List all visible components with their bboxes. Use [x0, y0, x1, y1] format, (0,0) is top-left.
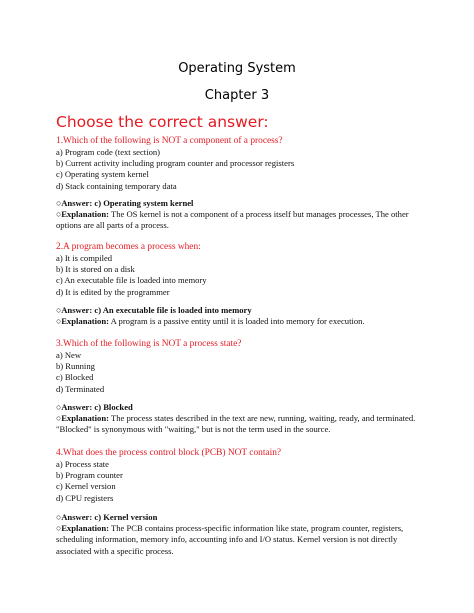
- option-a: a) Process state: [56, 459, 109, 469]
- question-text: 2.A program becomes a process when:: [56, 242, 201, 252]
- explanation-text: The process states described in the text are new, running, waiting, ready, and terminated. "Blocked" is synonymous with "waiting," but is not the term used in the source.: [56, 413, 416, 435]
- answer-marker: ○: [56, 305, 62, 315]
- answer-line: [56, 402, 428, 413]
- answer-line: [56, 512, 428, 523]
- section-heading: Choose the correct answer:: [56, 113, 269, 131]
- question-text: 3.Which of the following is NOT a process state?: [56, 339, 242, 349]
- option-d: d) Terminated: [56, 383, 105, 394]
- option-b: b) It is stored on a disk: [56, 264, 135, 275]
- explanation-marker: ○: [56, 413, 62, 424]
- document-title: Operating System: [178, 61, 296, 76]
- answer-marker: ○: [56, 198, 62, 208]
- answer-label: Answer: c) Operating system kernel: [61, 198, 194, 208]
- answer-block-2: [56, 305, 428, 327]
- answer-block-1: [56, 198, 428, 232]
- option-b: b) Program counter: [56, 470, 123, 481]
- option-a: a) New: [56, 350, 82, 360]
- answer-label: Answer: c) Blocked: [61, 402, 133, 412]
- explanation-text: The OS kernel is not a component of a process itself but manages processes, The other options are all parts of a process.: [56, 209, 409, 231]
- answer-marker: ○: [56, 512, 62, 522]
- explanation-marker: ○: [56, 209, 62, 220]
- question-text: 1.Which of the following is NOT a component of a process?: [56, 136, 283, 146]
- question-block-3: [56, 338, 428, 395]
- option-d: d) It is edited by the programmer: [56, 286, 170, 297]
- explanation-text: The PCB contains process-specific information like state, program counter, registers, scheduling information, memory info, accounting info and I/O status. Kernel version is not directly associated with a specific process.: [56, 523, 404, 556]
- chapter-title: Chapter 3: [204, 88, 270, 103]
- option-b: b) Current activity including program counter and processor registers: [56, 158, 295, 169]
- answer-label: Answer: c) An executable file is loaded into memory: [61, 305, 252, 315]
- explanation-label: Explanation:: [61, 413, 109, 424]
- question-text: 4.What does the process control block (PCB) NOT contain?: [56, 448, 282, 458]
- explanation-line: [56, 523, 428, 557]
- option-c: c) An executable file is loaded into memory: [56, 275, 207, 286]
- explanation-label: Explanation:: [61, 523, 109, 534]
- explanation-label: Explanation:: [61, 209, 109, 220]
- answer-line: [56, 198, 428, 209]
- explanation-marker: ○: [56, 523, 62, 534]
- explanation-line: [56, 316, 428, 327]
- question-block-2: [56, 241, 428, 298]
- option-b: b) Running: [56, 361, 95, 372]
- answer-block-3: [56, 402, 428, 436]
- answer-marker: ○: [56, 402, 62, 412]
- option-c: c) Blocked: [56, 372, 94, 383]
- option-c: c) Kernel version: [56, 481, 116, 492]
- option-a: a) Program code (text section): [56, 147, 161, 157]
- question-block-4: [56, 447, 428, 504]
- answer-block-4: [56, 512, 428, 557]
- explanation-label: Explanation:: [61, 316, 109, 327]
- explanation-line: [56, 413, 428, 435]
- option-c: c) Operating system kernel: [56, 169, 149, 180]
- explanation-marker: ○: [56, 316, 62, 327]
- option-d: d) CPU registers: [56, 492, 114, 503]
- answer-label: Answer: c) Kernel version: [61, 512, 158, 522]
- explanation-text: A program is a passive entity until it is loaded into memory for execution.: [108, 316, 365, 327]
- option-a: a) It is compiled: [56, 253, 113, 263]
- explanation-line: [56, 209, 428, 231]
- question-block-1: [56, 135, 428, 192]
- option-d: d) Stack containing temporary data: [56, 180, 177, 191]
- answer-line: [56, 305, 428, 316]
